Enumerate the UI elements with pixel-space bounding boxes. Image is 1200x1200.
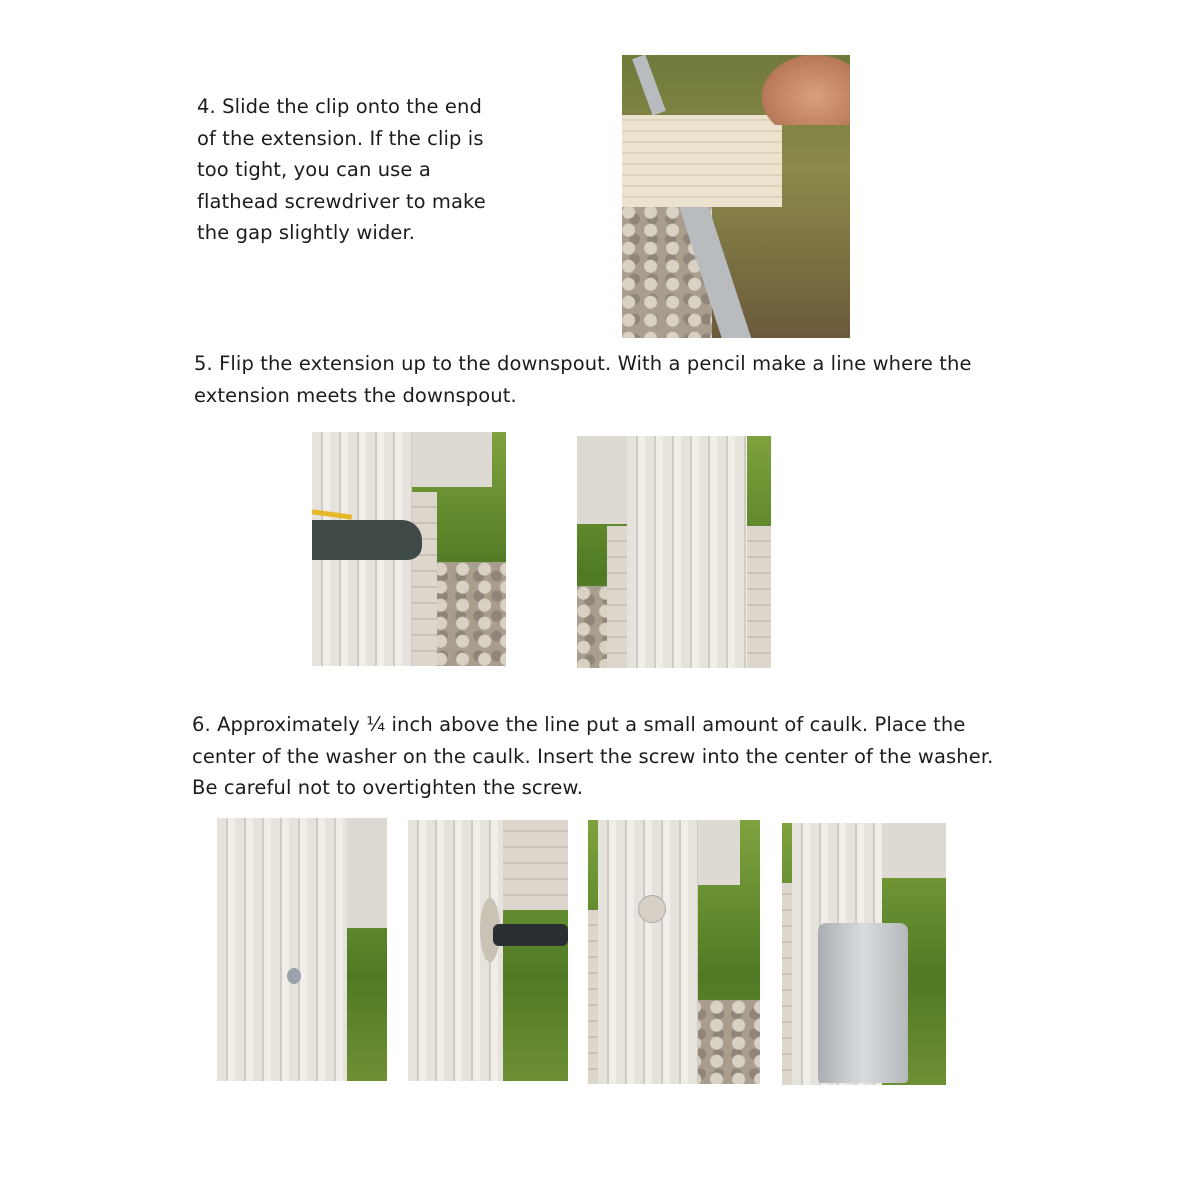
photo-caulk — [217, 818, 387, 1081]
photo-pencil-mark — [312, 432, 506, 666]
step-6-text — [192, 709, 993, 804]
text-line: the gap slightly wider. — [197, 221, 416, 244]
text-line: too tight, you can use a — [197, 158, 431, 181]
photo-washer-installed — [588, 820, 760, 1084]
photo-extension-flipped-up — [577, 436, 771, 668]
text-line: of the extension. If the clip is — [197, 126, 484, 150]
photo-clip-on-extension — [622, 55, 850, 338]
text-line: center of the washer on the caulk. Insert the screw into the center of the washer. — [192, 744, 994, 768]
text-line: flathead screwdriver to make — [197, 189, 486, 213]
text-line: 4. Slide the clip onto the end — [197, 95, 482, 118]
text-line: extension meets the downspout. — [194, 383, 517, 407]
text-line: 6. Approximately ¼ inch above the line put a small amount of caulk. Place the — [192, 713, 966, 736]
text-line: 5. Flip the extension up to the downspout. With a pencil make a line where the — [194, 352, 972, 375]
text-line: Be careful not to overtighten the screw. — [192, 776, 584, 799]
photo-extension-hung — [782, 823, 946, 1085]
step-4-text — [197, 91, 486, 249]
photo-insert-screw — [408, 820, 568, 1081]
step-5-text — [194, 348, 972, 411]
